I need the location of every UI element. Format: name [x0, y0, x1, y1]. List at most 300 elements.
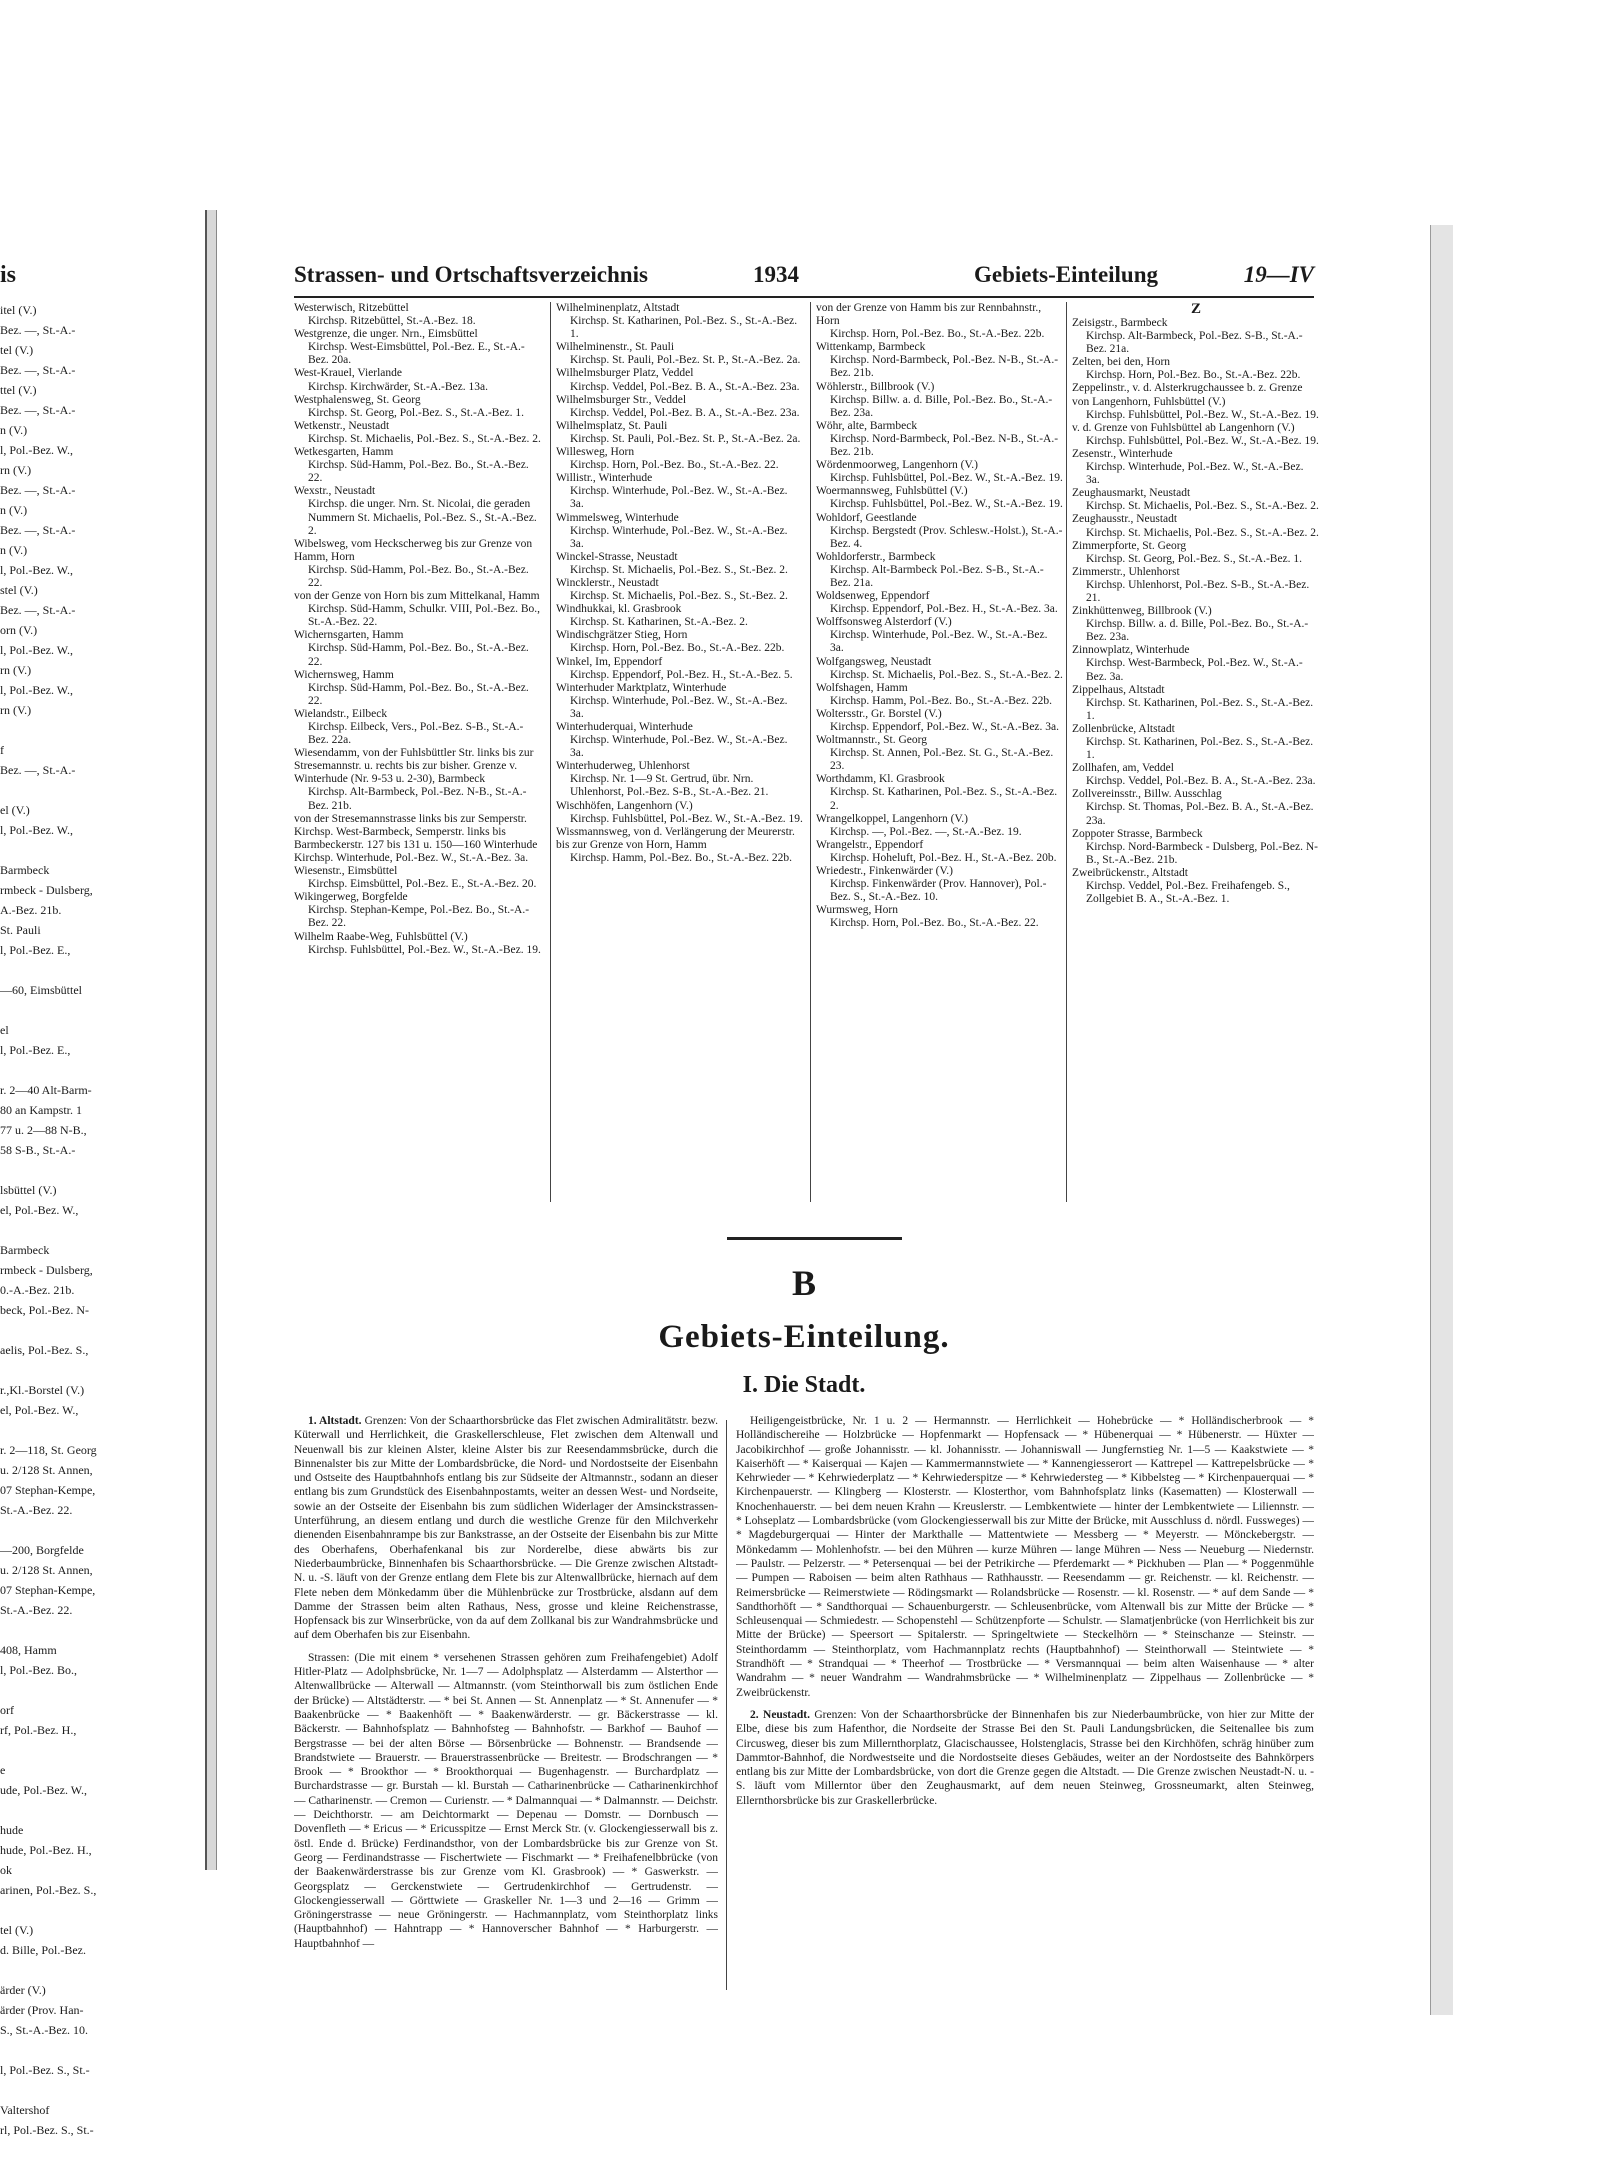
- left-page-line: Bez. —, St.-A.-: [0, 363, 76, 377]
- left-page-line: stel (V.): [0, 583, 38, 597]
- index-entry: [1072, 867, 1320, 906]
- column-rule: [550, 302, 551, 1202]
- left-page-line: [0, 1520, 205, 1540]
- entry-street-name: Wriedestr., Finkenwärder (V.): [816, 865, 953, 878]
- entry-street-name: Winterhuderquai, Winterhude: [556, 721, 693, 733]
- entry-street-name: Zimmerpforte, St. Georg: [1072, 539, 1187, 552]
- index-entry: [1072, 356, 1320, 382]
- entry-street-name: Wischhöfen, Langenhorn (V.): [556, 799, 693, 812]
- left-page-line: rl, Pol.-Bez. S., St.-: [0, 2123, 94, 2137]
- index-entry: [556, 420, 804, 446]
- index-entry: [294, 446, 542, 485]
- section-subtitle: I. Die Stadt.: [742, 1372, 866, 1398]
- entry-details: Kirchsp. St. Thomas, Pol.-Bez. B. A., St.-A.-Bez. 23a.: [1086, 801, 1314, 827]
- index-entry: [1072, 684, 1320, 723]
- entry-details: Kirchsp. Winterhude, Pol.-Bez. W., St.-A.-Bez. 3a.: [1086, 461, 1304, 487]
- entry-street-name: Wolffsonsweg Alsterdorf (V.): [816, 616, 952, 629]
- running-header: [294, 262, 1314, 292]
- left-page-line: 77 u. 2—88 N-B.,: [0, 1123, 87, 1137]
- section-title: Gebiets-Einteilung.: [658, 1319, 950, 1355]
- entry-street-name: Westerwisch, Ritzebüttel: [294, 302, 409, 314]
- index-entry: [816, 773, 1064, 812]
- entry-street-name: Wikingerweg, Borgfelde: [294, 891, 408, 904]
- left-page-line: [0, 2080, 205, 2100]
- entry-details: Kirchsp. Eppendorf, Pol.-Bez. H., St.-A.-Bez. 5.: [570, 668, 793, 681]
- left-page-line: 07 Stephan-Kempe,: [0, 1483, 96, 1497]
- entry-details: Kirchsp. —, Pol.-Bez. —, St.-A.-Bez. 19.: [830, 825, 1022, 838]
- left-page-line: hude: [0, 1823, 24, 1837]
- left-page-heading: is: [0, 262, 17, 288]
- index-entry: [556, 603, 804, 629]
- index-column-1: [294, 302, 542, 1202]
- entry-street-name: Zinnowplatz, Winterhude: [1072, 644, 1190, 657]
- entry-details: Kirchsp. Fuhlsbüttel, Pol.-Bez. W., St.-A.-Bez. 19.: [1086, 434, 1319, 447]
- left-page-line: [0, 1360, 205, 1380]
- index-column-3: [816, 302, 1064, 1202]
- index-entry: [1072, 382, 1320, 421]
- entry-details: Kirchsp. Bergstedt (Prov. Schlesw.-Holst.), St.-A.-Bez. 4.: [830, 524, 1063, 550]
- left-page-line: ude, Pol.-Bez. W.,: [0, 1783, 87, 1797]
- entry-details: Kirchsp. Uhlenhorst, Pol.-Bez. S-B., St.-A.-Bez. 21.: [1086, 578, 1310, 604]
- index-entry: [556, 302, 804, 341]
- index-entry: [1072, 566, 1320, 605]
- index-entry: [556, 721, 804, 760]
- entry-street-name: Wrangelkoppel, Langenhorn (V.): [816, 812, 968, 825]
- index-entry: [816, 512, 1064, 551]
- index-entry: [816, 839, 1064, 865]
- index-entry: [816, 341, 1064, 380]
- entry-details: Kirchsp. Hamm, Pol.-Bez. Bo., St.-A.-Bez. 22b.: [570, 851, 792, 864]
- header-section: Gebiets-Einteilung: [974, 262, 1159, 287]
- body-paragraph: [736, 1708, 1314, 1808]
- index-column-2: [556, 302, 804, 1202]
- entry-details: Kirchsp. Eilbeck, Vers., Pol.-Bez. S-B., St.-A.-Bez. 22a.: [308, 721, 524, 747]
- page-edge: [1430, 225, 1453, 2015]
- left-page-line: r.,Kl.-Borstel (V.): [0, 1383, 85, 1397]
- left-page-line: u. 2/128 St. Annen,: [0, 1563, 93, 1577]
- index-entry: [816, 813, 1064, 839]
- left-page-line: [0, 1900, 205, 1920]
- entry-details: Kirchsp. St. Annen, Pol.-Bez. St. G., St.-A.-Bez. 23.: [830, 747, 1054, 773]
- index-entry: [294, 629, 542, 668]
- entry-street-name: Woldsenweg, Eppendorf: [816, 590, 930, 603]
- left-page-line: 58 S-B., St.-A.-: [0, 1143, 76, 1157]
- index-entry: [1072, 644, 1320, 683]
- entry-street-name: von der Grenze von Hamm bis zur Rennbahnstr., Horn: [816, 302, 1042, 328]
- right-page: [214, 210, 1414, 1950]
- left-page-line: S., St.-A.-Bez. 10.: [0, 2023, 88, 2037]
- index-entry: [556, 577, 804, 603]
- entry-details: Kirchsp. Winterhude, Pol.-Bez. W., St.-A.-Bez. 3a.: [830, 629, 1048, 655]
- left-page-line: tel (V.): [0, 343, 34, 357]
- left-page-line: l, Pol.-Bez. S., St.-: [0, 2063, 90, 2077]
- entry-street-name: Wilhelmsburger Platz, Veddel: [556, 367, 694, 380]
- left-page-line: [0, 720, 205, 740]
- left-page-line: ärder (Prov. Han-: [0, 2003, 84, 2017]
- entry-details: Kirchsp. Horn, Pol.-Bez. Bo., St.-A.-Bez. 22b.: [570, 642, 785, 655]
- paragraph-text: Strassen: (Die mit einem * versehenen Strassen gehören zum Freihafengebiet) Adolf Hitler-Platz — Adolphsbrücke, Nr. 1—7 — Adolphsplatz — Alsterdamm — Alsterthor — Altenwallbrücke — Alterwall — Altmannstr. (vom Steinthorwall bis zum östlichen Ende der Brücke) — Altstädterstr. — * bei St. Annen — St. Annenplatz — * St. Annenufer — * Baakenbrücke — * Baakenhöft — * Baakenwärderstr. — gr. Bäckerstrasse — kl. Bäckerstr. — Bahnhofsplatz — Bahnhofsteg — Bahnhofstr. — Barkhof — Bauhof — Bergstrasse — bei der alten Börse — Börsenbrücke — Bohnenstr. — Brandsende — Brandstwiete — Brauerstr. — Brauerstrassenbrücke — Breitestr. — Brodschrangen — * Brook — * Brookthor — * Brookthorquai — Bugenhagenstr. — Burchardplatz — Burchardstrasse — gr. Burstah — kl. Burstah — Catharinenbrücke — Catharinenkirchhof — Catharinenstr. — Cremon — Curienstr. — * Dalmannquai — * Dalmannstr. — Deichstr. — Deichthorstr. — am Deichtormarkt — Depenau — Domstr. — Dornbusch — Dovenfleth — * Ericus — * Ericusspitze — Ernst Merck Str. (v. Glockengiesserwall bis z. östl. Ende d. Brücke) Ferdinandsthor, von der Lombardsbrücke bis zur Grenze von St. Georg — Ferdinandstrasse — Fischertwiete — Fischmarkt — * Freihafenelbbrücke (von der Baakenwärderstrasse bis zur Grenze vom Kl. Grasbrook) — * Gaswerkstr. — Georgsplatz — Gerckenstwiete — Gertrudenkirchhof — Gertrudenstr. — Glockengiesserwall — Görttwiete — Graskeller Nr. 1—3 und 2—16 — Grimm — Gröningerstrasse — neue Gröningerstr. — Hachmannplatz, vom Steinthorplatz links (Hauptbahnhof) — Hahntrapp — * Hannoverscher Bahnhof — * Harburgerstr. — Hauptbahnhof —: [294, 1651, 718, 1950]
- entry-details: Kirchsp. Nr. 1—9 St. Gertrud, übr. Nrn. Uhlenhorst, Pol.-Bez. S-B., St.-A.-Bez. 21.: [570, 773, 769, 799]
- entry-street-name: Wetkesgarten, Hamm: [294, 446, 394, 459]
- entry-street-name: Wilhelmsplatz, St. Pauli: [556, 419, 668, 432]
- index-entry: [294, 669, 542, 708]
- left-page-line: Barmbeck: [0, 863, 50, 877]
- entry-street-name: Zinkhüttenweg, Billbrook (V.): [1072, 605, 1212, 618]
- entry-details: Kirchsp. Fuhlsbüttel, Pol.-Bez. W., St.-A.-Bez. 19.: [570, 812, 803, 825]
- entry-details: Kirchsp. St. Katharinen, Pol.-Bez. S., St.-A.-Bez. 2.: [830, 786, 1058, 812]
- left-page-line: r. 2—118, St. Georg: [0, 1443, 97, 1457]
- entry-details: Kirchsp. St. Michaelis, Pol.-Bez. S., St.-A.-Bez. 2.: [830, 668, 1063, 681]
- index-entry: [816, 734, 1064, 773]
- left-page-line: Bez. —, St.-A.-: [0, 763, 76, 777]
- entry-details: Kirchsp. Eimsbüttel, Pol.-Bez. E., St.-A.-Bez. 20.: [308, 878, 537, 891]
- left-page-line: rmbeck - Dulsberg,: [0, 1263, 93, 1277]
- index-column-4: [1072, 302, 1320, 1202]
- index-entry: [816, 616, 1064, 655]
- header-year: 1934: [753, 262, 799, 287]
- entry-details: Kirchsp. Alt-Barmbeck, Pol.-Bez. S-B., St.-A.-Bez. 21a.: [1086, 330, 1303, 356]
- entry-street-name: Westphalensweg, St. Georg: [294, 393, 421, 406]
- index-entry: [294, 931, 542, 957]
- entry-details: Kirchsp. Veddel, Pol.-Bez. Freihafengeb. S., Zollgebiet B. A., St.-A.-Bez. 1.: [1086, 880, 1290, 906]
- body-column-rule: [726, 1420, 727, 1990]
- index-entry: [816, 485, 1064, 511]
- entry-street-name: Wincklerstr., Neustadt: [556, 576, 659, 589]
- entry-details: Kirchsp. St. Georg, Pol.-Bez. S., St.-A.-Bez. 1.: [308, 406, 525, 419]
- section-divider: [727, 1237, 902, 1240]
- left-page-line: [0, 1740, 205, 1760]
- left-page-line: rn (V.): [0, 663, 32, 677]
- index-entry: [294, 747, 542, 812]
- index-entry: [556, 472, 804, 511]
- index-entry: [816, 459, 1064, 485]
- entry-details: Kirchsp. Eppendorf, Pol.-Bez. H., St.-A.-Bez. 3a.: [830, 603, 1058, 616]
- entry-details: Kirchsp. Horn, Pol.-Bez. Bo., St.-A.-Bez. 22b.: [1086, 369, 1301, 382]
- entry-details: Kirchsp. Billw. a. d. Bille, Pol.-Bez. Bo., St.-A.-Bez. 23a.: [830, 393, 1053, 419]
- index-entry: [816, 865, 1064, 904]
- entry-street-name: Winterhuderweg, Uhlenhorst: [556, 760, 690, 773]
- entry-street-name: Woltmannstr., St. Georg: [816, 734, 927, 747]
- left-page-line: [0, 960, 205, 980]
- left-page-line: el, Pol.-Bez. W.,: [0, 1203, 79, 1217]
- left-page-line: —60, Eimsbüttel: [0, 983, 82, 997]
- entry-street-name: Woermannsweg, Fuhlsbüttel (V.): [816, 485, 968, 498]
- header-page-number: 19—IV: [1243, 262, 1314, 287]
- left-page-line: ok: [0, 1863, 12, 1877]
- entry-street-name: Willesweg, Horn: [556, 446, 635, 459]
- index-entry: [294, 485, 542, 537]
- index-entry: [556, 826, 804, 865]
- left-page-line: r. 2—40 Alt-Barm-: [0, 1083, 92, 1097]
- left-page-line: l, Pol.-Bez. W.,: [0, 643, 74, 657]
- entry-details: Kirchsp. Süd-Hamm, Pol.-Bez. Bo., St.-A.-Bez. 22.: [308, 681, 529, 707]
- street-index: [294, 302, 1319, 1210]
- left-page-line: rmbeck - Dulsberg,: [0, 883, 93, 897]
- entry-details: Kirchsp. Fuhlsbüttel, Pol.-Bez. W., St.-A.-Bez. 19.: [830, 472, 1063, 485]
- entry-details: Kirchsp. St. Katharinen, Pol.-Bez. S., St.-A.-Bez. 1.: [1086, 736, 1314, 762]
- entry-details: Kirchsp. Fuhlsbüttel, Pol.-Bez. W., St.-A.-Bez. 19.: [308, 943, 541, 956]
- index-entry: [556, 551, 804, 577]
- entry-details: Kirchsp. Stephan-Kempe, Pol.-Bez. Bo., St.-A.-Bez. 22.: [308, 904, 530, 930]
- left-page-line: Bez. —, St.-A.-: [0, 403, 76, 417]
- entry-street-name: Zesenstr., Winterhude: [1072, 447, 1173, 460]
- left-page-line: l, Pol.-Bez. W.,: [0, 823, 74, 837]
- left-page-line: [0, 1060, 205, 1080]
- entry-street-name: Wilhelm Raabe-Weg, Fuhlsbüttel (V.): [294, 930, 468, 943]
- left-page-line: tel (V.): [0, 1923, 34, 1937]
- entry-street-name: Wissmannsweg, von d. Verlängerung der Meurerstr. bis zur Grenze von Horn, Hamm: [556, 825, 795, 851]
- entry-details: Kirchsp. Winterhude, Pol.-Bez. W., St.-A.-Bez. 3a.: [570, 734, 788, 760]
- entry-details: Kirchsp. West-Eimsbüttel, Pol.-Bez. E., St.-A.-Bez. 20a.: [308, 341, 525, 367]
- entry-street-name: Wöhlerstr., Billbrook (V.): [816, 380, 935, 393]
- entry-details: Kirchsp. St. Georg, Pol.-Bez. S., St.-A.-Bez. 1.: [1086, 552, 1303, 565]
- index-entry: [294, 865, 542, 891]
- index-entry: [816, 551, 1064, 590]
- entry-street-name: Wichernsweg, Hamm: [294, 668, 394, 681]
- left-page-line: rn (V.): [0, 703, 32, 717]
- left-page-line: l, Pol.-Bez. W.,: [0, 563, 74, 577]
- left-page-line: Bez. —, St.-A.-: [0, 603, 76, 617]
- entry-street-name: Wurmsweg, Horn: [816, 904, 898, 917]
- index-entry: [1072, 605, 1320, 644]
- entry-street-name: Wielandstr., Eilbeck: [294, 707, 388, 720]
- entry-street-name: Wimmelsweg, Winterhude: [556, 511, 679, 524]
- left-page-line: l, Pol.-Bez. E.,: [0, 1043, 71, 1057]
- letter-heading: Z: [1190, 302, 1201, 317]
- left-page-line: n (V.): [0, 423, 28, 437]
- entry-street-name: Wördenmoorweg, Langenhorn (V.): [816, 459, 979, 472]
- index-entry: [816, 682, 1064, 708]
- body-paragraph: [294, 1414, 718, 1643]
- left-page-line: orn (V.): [0, 623, 38, 637]
- entry-street-name: Wilhelminenplatz, Altstadt: [556, 302, 680, 314]
- left-page-line: [0, 1960, 205, 1980]
- index-entry: [294, 538, 542, 590]
- entry-street-name: Wiesenstr., Eimsbüttel: [294, 865, 398, 878]
- entry-street-name: Wichernsgarten, Hamm: [294, 629, 404, 642]
- body-paragraph: [294, 1651, 718, 1951]
- entry-street-name: Zweibrückenstr., Altstadt: [1072, 866, 1188, 879]
- entry-details: Kirchsp. Finkenwärder (Prov. Hannover), Pol.-Bez. S., St.-A.-Bez. 10.: [830, 878, 1047, 904]
- entry-street-name: Westgrenze, die unger. Nrn., Eimsbüttel: [294, 328, 478, 341]
- index-entry: [1072, 788, 1320, 827]
- index-entry: [1072, 448, 1320, 487]
- entry-street-name: Wohldorf, Geestlande: [816, 511, 917, 524]
- entry-street-name: Zelten, bei den, Horn: [1072, 356, 1171, 369]
- index-entry: [556, 341, 804, 367]
- entry-street-name: Zeppelinstr., v. d. Alsterkrugchaussee b. z. Grenze von Langenhorn, Fuhlsbüttel (V.): [1072, 382, 1303, 408]
- entry-street-name: v. d. Grenze von Fuhlsbüttel ab Langenhorn (V.): [1072, 421, 1295, 434]
- index-entry: [816, 904, 1064, 930]
- left-page-line: [0, 780, 205, 800]
- entry-details: Kirchsp. St. Michaelis, Pol.-Bez. S., St.-A.-Bez. 2.: [1086, 526, 1319, 539]
- left-page-line: ärder (V.): [0, 1983, 46, 1997]
- entry-street-name: Winterhuder Marktplatz, Winterhude: [556, 681, 727, 694]
- entry-details: Kirchsp. Süd-Hamm, Pol.-Bez. Bo., St.-A.-Bez. 22.: [308, 642, 529, 668]
- entry-details: Kirchsp. Veddel, Pol.-Bez. B. A., St.-A.-Bez. 23a.: [1086, 775, 1316, 788]
- entry-details: Kirchsp. Horn, Pol.-Bez. Bo., St.-A.-Bez. 22.: [830, 917, 1039, 930]
- entry-details: Kirchsp. St. Katharinen, St.-A.-Bez. 2.: [570, 616, 748, 629]
- entry-street-name: Zeughausstr., Neustadt: [1072, 513, 1178, 526]
- index-entry: [556, 656, 804, 682]
- entry-details: Kirchsp. St. Michaelis, Pol.-Bez. S., St.-Bez. 2.: [570, 563, 788, 576]
- entry-street-name: von der Genze von Horn bis zum Mittelkanal, Hamm: [294, 590, 540, 603]
- entry-street-name: Willistr., Winterhude: [556, 472, 653, 485]
- left-page-line: lsbüttel (V.): [0, 1183, 57, 1197]
- header-title: Strassen- und Ortschaftsverzeichnis: [294, 262, 648, 287]
- entry-street-name: Wexstr., Neustadt: [294, 485, 376, 498]
- paragraph-text: Grenzen: Von der Schaarthorsbrücke der Binnenhafen bis zur Niederbaumbrücke, von hier zur Mitte der Elbe, diese bis zum Hafenthor, die Nordseite der Strasse Bei den St. Pauli Landungsbrücken, die Seitenallee bis zum Circusweg, dieser bis zum Millernthorplatz, Glacischaussee, Holstenglacis, Strasse bei den Kirchhöfen, schräg hinüber zum Dammtor-Bahnhof, die Nordwestseite und die Nordostseite dieses Gebäudes, weiter an der Nordostseite des Bahnkörpers entlang bis zur Mitte der Lombardsbrücke, von dort die Grenze gegen die Altstadt. — Die Grenze zwischen Neustadt-N. u. -S. läuft vom Millerntor über den Zeughausmarkt, auf dem neuen Steinweg, Grossneumarkt, alten Steinweg, Ellernthorsbrücke bis zur Graskellerbrücke.: [736, 1708, 1314, 1807]
- column-rule: [810, 302, 811, 1202]
- left-page-line: Bez. —, St.-A.-: [0, 483, 76, 497]
- entry-details: Kirchsp. St. Michaelis, Pol.-Bez. S., St.-A.-Bez. 2.: [308, 432, 541, 445]
- section-letter: B: [791, 1263, 816, 1303]
- entry-details: Kirchsp. Fuhlsbüttel, Pol.-Bez. W., St.-A.-Bez. 19.: [830, 498, 1063, 511]
- entry-details: Kirchsp. St. Michaelis, Pol.-Bez. S., St.-Bez. 2.: [570, 590, 788, 603]
- left-page-line: [0, 1620, 205, 1640]
- entry-street-name: Wetkenstr., Neustadt: [294, 419, 390, 432]
- index-entry: [294, 367, 542, 393]
- entry-street-name: Wilhelminenstr., St. Pauli: [556, 341, 675, 354]
- left-page-line: St. Pauli: [0, 923, 41, 937]
- entry-details: Kirchsp. die unger. Nrn. St. Nicolai, die geraden Nummern St. Michaelis, Pol.-Bez. S., St.-A.-Bez. 2.: [308, 498, 537, 537]
- entry-street-name: Winckel-Strasse, Neustadt: [556, 550, 678, 563]
- entry-details: Kirchsp. St. Pauli, Pol.-Bez. St. P., St.-A.-Bez. 2a.: [570, 354, 801, 367]
- entry-street-name: Worthdamm, Kl. Grasbrook: [816, 773, 945, 786]
- left-page-line: Valtershof: [0, 2103, 50, 2117]
- index-entry: [1072, 317, 1320, 356]
- entry-details: Kirchsp. Kirchwärder, St.-A.-Bez. 13a.: [308, 380, 488, 393]
- index-entry: [294, 302, 542, 328]
- header-rule: [294, 296, 1314, 298]
- left-page-line: A.-Bez. 21b.: [0, 903, 62, 917]
- entry-details: Kirchsp. Ritzebüttel, St.-A.-Bez. 18.: [308, 315, 476, 328]
- entry-street-name: Zoppoter Strasse, Barmbeck: [1072, 827, 1203, 840]
- left-page-line: —200, Borgfelde: [0, 1543, 84, 1557]
- entry-details: Kirchsp. St. Katharinen, Pol.-Bez. S., St.-A.-Bez. 1.: [1086, 696, 1314, 722]
- entry-street-name: Wiesendamm, von der Fuhlsbüttler Str. links bis zur Stresemannstr. u. rechts bis zur bisher. Grenze v. Winterhude (Nr. 9-53 u. 2-30), Barmbeck: [294, 747, 534, 786]
- index-entry: [556, 446, 804, 472]
- entry-details: Kirchsp. Alt-Barmbeck Pol.-Bez. S-B., St.-A.-Bez. 21a.: [830, 563, 1044, 589]
- entry-street-name: Woltersstr., Gr. Borstel (V.): [816, 707, 942, 720]
- index-entry: [816, 420, 1064, 459]
- left-page-line: St.-A.-Bez. 22.: [0, 1603, 73, 1617]
- entry-details: Kirchsp. Winterhude, Pol.-Bez. W., St.-A.-Bez. 3a.: [570, 694, 788, 720]
- entry-street-name: West-Krauel, Vierlande: [294, 367, 403, 380]
- left-facing-page: [0, 0, 205, 2177]
- left-page-line: hude, Pol.-Bez. H.,: [0, 1843, 92, 1857]
- index-entry: [294, 420, 542, 446]
- index-entry: [556, 760, 804, 799]
- left-page-line: 07 Stephan-Kempe,: [0, 1583, 96, 1597]
- entry-details: Kirchsp. Veddel, Pol.-Bez. B. A., St.-A.-Bez. 23a.: [570, 406, 800, 419]
- index-entry: [1072, 723, 1320, 762]
- entry-street-name: Zeisigstr., Barmbeck: [1072, 317, 1168, 329]
- index-entry: [816, 656, 1064, 682]
- left-page-line: ttel (V.): [0, 383, 37, 397]
- entry-details: Kirchsp. West-Barmbeck, Pol.-Bez. W., St.-A.-Bez. 3a.: [1086, 657, 1303, 683]
- left-page-line: d. Bille, Pol.-Bez.: [0, 1943, 86, 1957]
- column-rule: [1066, 302, 1067, 1202]
- entry-street-name: Wibelsweg, vom Heckscherweg bis zur Grenze von Hamm, Horn: [294, 537, 533, 563]
- entry-details: Kirchsp. Nord-Barmbeck - Dulsberg, Pol.-Bez. N-B., St.-A.-Bez. 21b.: [1086, 840, 1318, 866]
- entry-details: Kirchsp. Fuhlsbüttel, Pol.-Bez. W., St.-A.-Bez. 19.: [1086, 408, 1319, 421]
- entry-street-name: Wohldorferstr., Barmbeck: [816, 550, 936, 563]
- index-entry: [1072, 828, 1320, 867]
- index-entry: [1072, 513, 1320, 539]
- left-page-column: [0, 300, 205, 2140]
- entry-street-name: Wrangelstr., Eppendorf: [816, 838, 924, 851]
- entry-details: Kirchsp. Nord-Barmbeck, Pol.-Bez. N-B., St.-A.-Bez. 21b.: [830, 354, 1059, 380]
- entry-details: Kirchsp. Eppendorf, Pol.-Bez. W., St.-A.-Bez. 3a.: [830, 721, 1060, 733]
- entry-details: Kirchsp. St. Katharinen, Pol.-Bez. S., St.-A.-Bez. 1.: [570, 315, 798, 341]
- left-page-line: rf, Pol.-Bez. H.,: [0, 1723, 77, 1737]
- left-page-line: [0, 1320, 205, 1340]
- left-page-line: beck, Pol.-Bez. N-: [0, 1303, 89, 1317]
- index-entry: [1072, 487, 1320, 513]
- entry-street-name: Windischgrätzer Stieg, Horn: [556, 629, 688, 642]
- left-page-line: [0, 1220, 205, 1240]
- left-page-line: el, Pol.-Bez. W.,: [0, 1403, 79, 1417]
- index-entry: [294, 590, 542, 629]
- entry-street-name: Wilhelmsburger Str., Veddel: [556, 393, 687, 406]
- left-page-line: el (V.): [0, 803, 30, 817]
- index-entry: [556, 394, 804, 420]
- left-page-line: orf: [0, 1703, 14, 1717]
- index-entry: [1072, 422, 1320, 448]
- body-paragraph: [736, 1414, 1314, 1700]
- entry-street-name: Windhukkai, kl. Grasbrook: [556, 603, 682, 616]
- entry-details: Kirchsp. Winterhude, Pol.-Bez. W., St.-A.-Bez. 3a.: [570, 485, 788, 511]
- entry-details: Kirchsp. Hamm, Pol.-Bez. Bo., St.-A.-Bez. 22b.: [830, 694, 1052, 707]
- index-entry: [294, 813, 542, 865]
- left-page-line: aelis, Pol.-Bez. S.,: [0, 1343, 89, 1357]
- paragraph-text: Grenzen: Von der Schaarthorsbrücke das Flet zwischen Admiralitätstr. bezw. Küterwall und Herrlichkeit, die Graskellerschleuse, Flet zwischen dem Altenwall und Neuenwall bis zur kleinen Alster, kleine Alster bis zur Reesendammsbrücke, durch die Binnenalster bis zur Mitte der Lombardsbrücke, die Nord- und Nordostseite der Eisenbahn und Ostseite des Hauptbahnhofs entlang bis zur Südseite der Altmannstr., sodann an dieser entlang bis zum Grundstück des Eisenbahnpostamts, weiter an dessen West- und Nordseite, sowie an der Ostseite der Eisenbahn bis zum südlichen Widerlager der Amsinckstrassen-Unterführung, an diesem entlang und durch die westliche Grenze für den Milchverkehr dienenden Eisenbahnrampe bis zur Bankstrasse, an der Ostseite der Eisenbahn bis zur Mitte des Oberhafens, Oberhafenkanal bis zur Norderelbe, diese abwärts bis zur Niederbaumbrücke, Binnenhafen bis Schaarthorsbrücke. — Die Grenze zwischen Altstadt-N. u. -S. läuft von der Grenze entlang dem Flete bis zur Altenwallbrücke, hiernach auf dem Flete neben dem Mönkedamm über die Mühlenbrücke zur Trostbrücke, alsdann auf dem Damme der Strassen beim alten Rathaus, Ness, grosse und kleine Reichenstrasse, Hopfensack bis zur Winserbrücke, von da auf dem Zollkanal bis zur Wandrahmsbrücke und auf dem Oberhafen bis zur Eisenbahn.: [294, 1415, 718, 1642]
- entry-street-name: Zollhafen, am, Veddel: [1072, 762, 1174, 775]
- index-entry: [556, 629, 804, 655]
- left-page-line: 408, Hamm: [0, 1643, 57, 1657]
- index-entry: [1072, 762, 1320, 788]
- left-page-line: Bez. —, St.-A.-: [0, 523, 76, 537]
- index-entry: [556, 800, 804, 826]
- entry-details: Kirchsp. Süd-Hamm, Pol.-Bez. Bo., St.-A.-Bez. 22.: [308, 563, 529, 589]
- left-page-line: n (V.): [0, 503, 28, 517]
- left-page-line: itel (V.): [0, 303, 37, 317]
- entry-details: Kirchsp. Hoheluft, Pol.-Bez. H., St.-A.-Bez. 20b.: [830, 851, 1057, 864]
- left-page-line: 80 an Kampstr. 1: [0, 1103, 82, 1117]
- entry-details: Kirchsp. St. Pauli, Pol.-Bez. St. P., St.-A.-Bez. 2a.: [570, 432, 801, 445]
- left-page-line: [0, 1160, 205, 1180]
- left-page-line: Bez. —, St.-A.-: [0, 323, 76, 337]
- entry-details: Kirchsp. Nord-Barmbeck, Pol.-Bez. N-B., St.-A.-Bez. 21b.: [830, 432, 1059, 459]
- entry-details: Kirchsp. Süd-Hamm, Pol.-Bez. Bo., St.-A.-Bez. 22.: [308, 459, 529, 485]
- entry-street-name: Zippelhaus, Altstadt: [1072, 683, 1165, 696]
- index-entry: [556, 512, 804, 551]
- left-page-line: [0, 1420, 205, 1440]
- left-page-line: u. 2/128 St. Annen,: [0, 1463, 93, 1477]
- entry-street-name: Wolfshagen, Hamm: [816, 681, 908, 694]
- left-page-line: l, Pol.-Bez. E.,: [0, 943, 71, 957]
- left-page-line: l, Pol.-Bez. W.,: [0, 683, 74, 697]
- index-entry: [816, 590, 1064, 616]
- entry-street-name: Wöhr, alte, Barmbeck: [816, 419, 918, 432]
- left-page-line: [0, 2040, 205, 2060]
- index-entry: [294, 708, 542, 747]
- index-entry: [294, 394, 542, 420]
- left-page-line: rn (V.): [0, 463, 32, 477]
- left-page-line: St.-A.-Bez. 22.: [0, 1503, 73, 1517]
- index-entry: [294, 891, 542, 930]
